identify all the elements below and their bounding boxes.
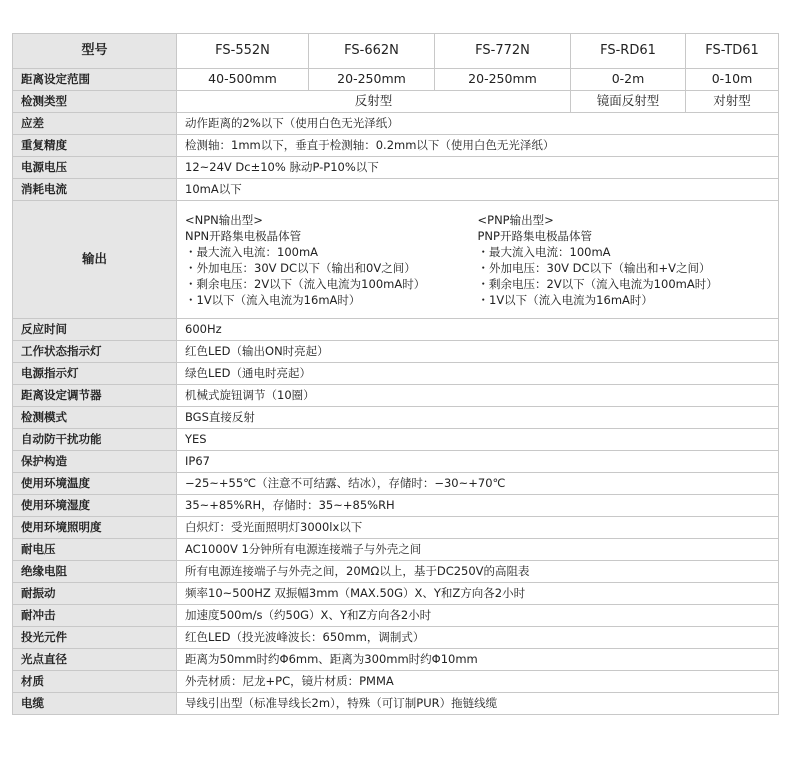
distance-value: 20-250mm [435,69,571,91]
row-value: 外壳材质：尼龙+PC，镜片材质：PMMA [177,671,779,693]
row-value: IP67 [177,451,779,473]
model-fs-rd61: FS-RD61 [571,34,686,69]
row-value: 导线引出型（标准导线长2m），特殊（可订制PUR）拖链线缆 [177,693,779,715]
row-label: 耐冲击 [13,605,177,627]
row-label: 耐振动 [13,583,177,605]
output-npn-line: ・剩余电压：2V以下（流入电流为100mA时） [185,276,426,291]
row-label: 使用环境照明度 [13,517,177,539]
row-label: 绝缘电阻 [13,561,177,583]
output-npn-line: NPN开路集电极晶体管 [185,228,302,243]
distance-value: 0-10m [686,69,779,91]
output-value [177,201,779,319]
detect-type-through: 对射型 [686,91,779,113]
row-value: AC1000V 1分钟所有电源连接端子与外壳之间 [177,539,779,561]
output-npn-column [185,212,478,308]
table-row [13,451,779,473]
row-label: 电缆 [13,693,177,715]
row-value: 600Hz [177,319,779,341]
table-row [13,363,779,385]
row-label: 重复精度 [13,135,177,157]
table-row [13,605,779,627]
output-npn-line: ・最大流入电流：100mA [185,244,319,259]
output-pnp-line: ・1V以下（流入电流为16mA时） [477,292,653,307]
output-pnp-column [478,212,771,308]
table-row [13,693,779,715]
table-row [13,473,779,495]
model-fs-552n: FS-552N [177,34,309,69]
row-value: 动作距离的2%以下（使用白色无光泽纸） [177,113,779,135]
row-label: 检测模式 [13,407,177,429]
row-label: 消耗电流 [13,179,177,201]
row-label: 材质 [13,671,177,693]
output-pnp-line: PNP开路集电极晶体管 [477,228,592,243]
row-value: 10mA以下 [177,179,779,201]
row-label: 输出 [13,201,177,319]
table-row [13,407,779,429]
output-columns [185,212,770,308]
table-row [13,135,779,157]
row-value: 距离为50mm时约Φ6mm、距离为300mm时约Φ10mm [177,649,779,671]
row-label: 光点直径 [13,649,177,671]
table-row [13,671,779,693]
row-label: 应差 [13,113,177,135]
row-label: 自动防干扰功能 [13,429,177,451]
row-value: 红色LED（投光波峰波长：650mm，调制式） [177,627,779,649]
row-label: 投光元件 [13,627,177,649]
row-value: 白炽灯：受光面照明灯3000lx以下 [177,517,779,539]
detect-type-row [13,91,779,113]
row-value: 所有电源连接端子与外壳之间，20MΩ以上，基于DC250V的高阻表 [177,561,779,583]
table-row [13,429,779,451]
row-value: YES [177,429,779,451]
row-value: 12~24V Dc±10% 脉动P-P10%以下 [177,157,779,179]
row-value: −25~+55℃（注意不可结露、结冰），存储时：−30~+70℃ [177,473,779,495]
table-row [13,495,779,517]
row-value: 检测轴：1mm以下，垂直于检测轴：0.2mm以下（使用白色无光泽纸） [177,135,779,157]
table-row [13,341,779,363]
model-fs-td61: FS-TD61 [686,34,779,69]
output-row [13,201,779,319]
row-value: 机械式旋钮调节（10圈） [177,385,779,407]
row-label: 反应时间 [13,319,177,341]
table-row [13,561,779,583]
distance-value: 40-500mm [177,69,309,91]
row-value: 加速度500m/s（约50G）X、Y和Z方向各2小时 [177,605,779,627]
distance-value: 0-2m [571,69,686,91]
output-npn-line: <NPN输出型> [185,212,263,227]
table-row [13,157,779,179]
row-value: 红色LED（输出ON时亮起） [177,341,779,363]
table-row [13,113,779,135]
table-row [13,649,779,671]
table-row [13,583,779,605]
table-row [13,539,779,561]
detect-type-reflective: 反射型 [177,91,571,113]
model-fs-772n: FS-772N [435,34,571,69]
output-pnp-line: ・外加电压：30V DC以下（输出和+V之间） [477,260,711,275]
header-label: 型号 [13,34,177,69]
row-label: 电源电压 [13,157,177,179]
row-label: 耐电压 [13,539,177,561]
spec-table [12,33,779,715]
row-value: BGS直接反射 [177,407,779,429]
output-npn-line: ・外加电压：30V DC以下（输出和0V之间） [185,260,416,275]
table-row [13,319,779,341]
header-row [13,34,779,69]
table-row [13,385,779,407]
distance-value: 20-250mm [309,69,435,91]
row-value: 频率10~500HZ 双振幅3mm（MAX.50G）X、Y和Z方向各2小时 [177,583,779,605]
row-label: 使用环境温度 [13,473,177,495]
row-label: 距离设定调节器 [13,385,177,407]
row-value: 绿色LED（通电时亮起） [177,363,779,385]
table-row [13,627,779,649]
output-npn-line: ・1V以下（流入电流为16mA时） [185,292,361,307]
row-label: 保护构造 [13,451,177,473]
row-value: 35~+85%RH，存储时：35~+85%RH [177,495,779,517]
model-fs-662n: FS-662N [309,34,435,69]
output-pnp-line: <PNP输出型> [477,212,554,227]
output-pnp-line: ・剩余电压：2V以下（流入电流为100mA时） [477,276,718,291]
detect-type-mirror: 镜面反射型 [571,91,686,113]
row-label: 距离设定范围 [13,69,177,91]
row-label: 使用环境湿度 [13,495,177,517]
output-pnp-line: ・最大流入电流：100mA [477,244,611,259]
distance-row [13,69,779,91]
row-label: 电源指示灯 [13,363,177,385]
table-row [13,179,779,201]
table-row [13,517,779,539]
row-label: 工作状态指示灯 [13,341,177,363]
row-label: 检测类型 [13,91,177,113]
